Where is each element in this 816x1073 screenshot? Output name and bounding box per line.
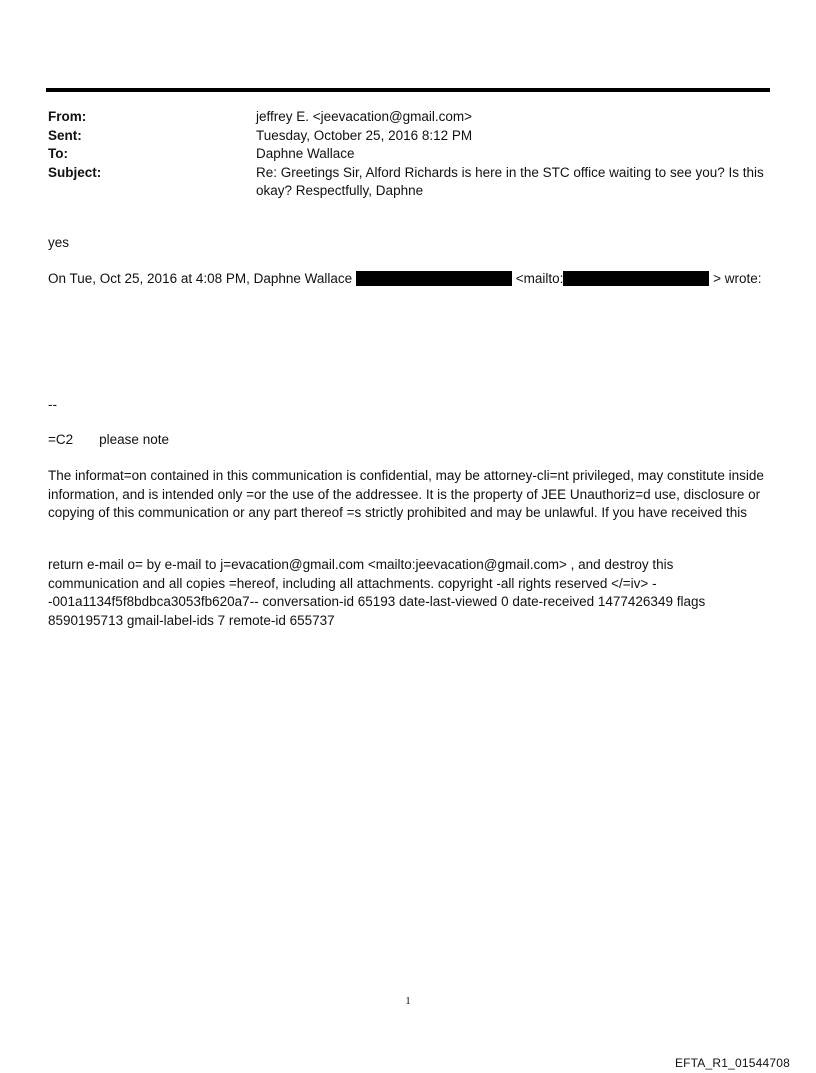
- confidentiality-disclaimer: The informat=on contained in this communication is confidential, may be attorney-cli=nt privileged, may constitute inside information, and is intended only =or the use of the addressee. It is the property of JEE Unauthoriz=d use, disclosure or copying of this communication or any part thereof =s strictly prohibited and may be unlawful. If you have received this: [48, 468, 764, 520]
- quote-suffix: > wrote:: [713, 271, 762, 286]
- header-divider: [46, 88, 770, 92]
- note-line: [48, 431, 772, 450]
- from-row: [48, 108, 768, 127]
- note-text: please note: [99, 432, 169, 447]
- reply-text: yes: [48, 235, 70, 250]
- subject-label: Subject:: [48, 164, 102, 180]
- email-footer-text: return e-mail o= by e-mail to j=evacation@gmail.com <mailto:jeevacation@gmail.com> , and destroy this communication and all copies =hereof, including all attachments. copyright -all rights reserved </=iv> --001a1134f5f8bdbca3053fb620a7-- conversation-id 65193 date-last-viewed 0 date-received 1477426349 flags 8590195713 gmail-label-ids 7 remote-id 655737: [48, 557, 706, 628]
- subject-row: [48, 164, 768, 201]
- sent-value: Tuesday, October 25, 2016 8:12 PM: [256, 127, 473, 143]
- subject-value: Re: Greetings Sir, Alford Richards is here in the STC office waiting to see you? Is this okay? Respectfully, Daphne: [256, 164, 764, 198]
- email-header: [48, 108, 768, 201]
- note-code: =C2: [48, 432, 74, 447]
- to-value: Daphne Wallace: [256, 146, 355, 161]
- sent-row: [48, 127, 768, 146]
- quote-line: [48, 270, 772, 289]
- bates-number: EFTA_R1_01544708: [674, 1056, 790, 1070]
- page-number: 1: [405, 995, 411, 1007]
- redaction-box: [563, 271, 709, 286]
- signature-separator: --: [48, 397, 57, 412]
- redaction-box: [356, 271, 512, 286]
- from-value: jeffrey E. <jeevacation@gmail.com>: [256, 109, 473, 124]
- to-label: To:: [48, 146, 68, 161]
- quote-mailto: <mailto:: [515, 271, 564, 286]
- sent-label: Sent:: [48, 127, 82, 143]
- to-row: [48, 145, 768, 164]
- quote-prefix: On Tue, Oct 25, 2016 at 4:08 PM, Daphne Wallace: [48, 271, 353, 286]
- from-label: From:: [48, 109, 87, 124]
